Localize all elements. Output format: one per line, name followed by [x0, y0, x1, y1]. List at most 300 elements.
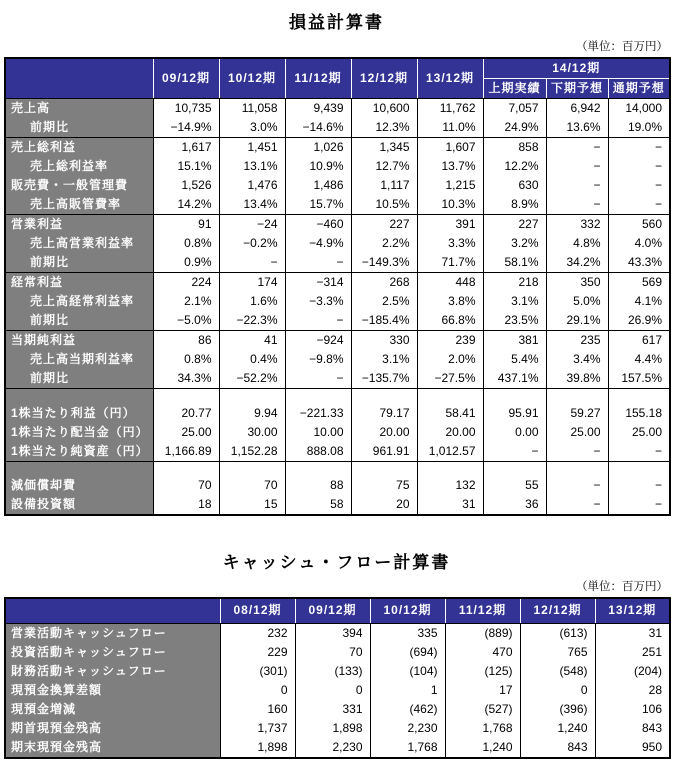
cash-flow-header — [5, 598, 670, 623]
value-cell — [546, 389, 608, 404]
value-cell: 858 — [483, 138, 546, 158]
table-row — [5, 311, 670, 331]
value-cell: − — [608, 176, 670, 195]
value-cell: 17 — [445, 681, 520, 700]
value-cell: 229 — [220, 643, 295, 662]
value-cell — [285, 389, 351, 404]
value-cell: − — [546, 442, 608, 462]
value-cell — [351, 389, 417, 404]
value-cell: 3.2% — [483, 234, 546, 253]
pl-header-period: 11/12期 — [285, 58, 351, 99]
table-row — [5, 118, 670, 138]
cf-header-period: 12/12期 — [520, 598, 595, 623]
table-row — [5, 350, 670, 369]
row-label-cell — [5, 461, 153, 476]
value-cell: 20 — [351, 495, 417, 515]
value-cell: (133) — [295, 662, 370, 681]
row-label-cell: 売上高経常利益率 — [5, 292, 153, 311]
value-cell: −149.3% — [351, 253, 417, 273]
value-cell: (301) — [220, 662, 295, 681]
value-cell: 3.3% — [417, 234, 483, 253]
value-cell: − — [285, 311, 351, 331]
value-cell: 12.7% — [351, 157, 417, 176]
table-row — [5, 476, 670, 495]
value-cell: 34.2% — [546, 253, 608, 273]
value-cell: 26.9% — [608, 311, 670, 331]
value-cell: 569 — [608, 273, 670, 293]
value-cell: 437.1% — [483, 369, 546, 389]
value-cell: 10.00 — [285, 423, 351, 442]
pl-header-period: 09/12期 — [153, 58, 219, 99]
value-cell: 950 — [595, 738, 670, 758]
value-cell — [546, 461, 608, 476]
value-cell: 174 — [219, 273, 285, 293]
value-cell: 4.0% — [608, 234, 670, 253]
value-cell: 70 — [153, 476, 219, 495]
value-cell: 1,215 — [417, 176, 483, 195]
value-cell: 8.9% — [483, 195, 546, 215]
value-cell: −14.6% — [285, 118, 351, 138]
value-cell: 2.2% — [351, 234, 417, 253]
value-cell: 3.1% — [483, 292, 546, 311]
value-cell: 11.0% — [417, 118, 483, 138]
value-cell: 12.3% — [351, 118, 417, 138]
value-cell: 29.1% — [546, 311, 608, 331]
value-cell: 39.8% — [546, 369, 608, 389]
value-cell: − — [546, 138, 608, 158]
value-cell: 20.77 — [153, 404, 219, 423]
value-cell: 239 — [417, 331, 483, 351]
row-label-cell: 当期純利益 — [5, 331, 153, 351]
table-row — [5, 273, 670, 293]
value-cell: 106 — [595, 700, 670, 719]
value-cell: −24 — [219, 215, 285, 235]
value-cell: (527) — [445, 700, 520, 719]
value-cell: −185.4% — [351, 311, 417, 331]
value-cell: 23.5% — [483, 311, 546, 331]
value-cell: 15.1% — [153, 157, 219, 176]
row-label-cell: 売上高 — [5, 99, 153, 119]
value-cell: 765 — [520, 643, 595, 662]
value-cell: 34.3% — [153, 369, 219, 389]
value-cell: 843 — [595, 719, 670, 738]
value-cell: 9.94 — [219, 404, 285, 423]
value-cell: 155.18 — [608, 404, 670, 423]
value-cell: − — [546, 476, 608, 495]
value-cell: 843 — [520, 738, 595, 758]
value-cell: 0.8% — [153, 234, 219, 253]
value-cell: 58.1% — [483, 253, 546, 273]
table-row — [5, 495, 670, 515]
value-cell: 1,607 — [417, 138, 483, 158]
value-cell: − — [546, 176, 608, 195]
value-cell: − — [608, 495, 670, 515]
value-cell: 268 — [351, 273, 417, 293]
row-label-cell: 財務活動キャッシュフロー — [5, 662, 220, 681]
value-cell: 13.6% — [546, 118, 608, 138]
value-cell: (462) — [370, 700, 445, 719]
value-cell: 11,058 — [219, 99, 285, 119]
value-cell: 12.2% — [483, 157, 546, 176]
income-unit-label: （単位：百万円） — [576, 41, 668, 53]
value-cell: 1,345 — [351, 138, 417, 158]
value-cell: (613) — [520, 623, 595, 643]
value-cell: 31 — [595, 623, 670, 643]
value-cell — [483, 389, 546, 404]
row-label-cell — [5, 389, 153, 404]
value-cell: 0.00 — [483, 423, 546, 442]
value-cell: 2.0% — [417, 350, 483, 369]
value-cell: (889) — [445, 623, 520, 643]
value-cell — [219, 389, 285, 404]
table-row — [5, 719, 670, 738]
value-cell: − — [608, 195, 670, 215]
value-cell: 0 — [220, 681, 295, 700]
value-cell — [483, 461, 546, 476]
value-cell — [351, 461, 417, 476]
value-cell: −27.5% — [417, 369, 483, 389]
table-row — [5, 700, 670, 719]
row-label-cell: 前期比 — [5, 369, 153, 389]
value-cell: 888.08 — [285, 442, 351, 462]
value-cell: −314 — [285, 273, 351, 293]
row-label-cell: 前期比 — [5, 311, 153, 331]
table-row — [5, 389, 670, 404]
value-cell: −135.7% — [351, 369, 417, 389]
table-row — [5, 461, 670, 476]
value-cell: 251 — [595, 643, 670, 662]
value-cell: − — [546, 195, 608, 215]
value-cell: 10.5% — [351, 195, 417, 215]
value-cell: 70 — [219, 476, 285, 495]
value-cell: 1,117 — [351, 176, 417, 195]
value-cell: − — [546, 495, 608, 515]
value-cell: 19.0% — [608, 118, 670, 138]
cash-flow-title: キャッシュ・フロー計算書 — [222, 553, 451, 572]
value-cell: 232 — [220, 623, 295, 643]
value-cell: 1,451 — [219, 138, 285, 158]
value-cell: 1,898 — [220, 738, 295, 758]
value-cell — [153, 389, 219, 404]
value-cell: 79.17 — [351, 404, 417, 423]
row-label-cell: 営業利益 — [5, 215, 153, 235]
value-cell: (694) — [370, 643, 445, 662]
value-cell: 1,737 — [220, 719, 295, 738]
value-cell: 11,762 — [417, 99, 483, 119]
value-cell: 560 — [608, 215, 670, 235]
value-cell: 59.27 — [546, 404, 608, 423]
value-cell: 25.00 — [153, 423, 219, 442]
value-cell: 95.91 — [483, 404, 546, 423]
value-cell: 4.8% — [546, 234, 608, 253]
row-label-cell: 1株当たり配当金（円） — [5, 423, 153, 442]
row-label-cell: 前期比 — [5, 253, 153, 273]
row-label-cell: 現預金換算差額 — [5, 681, 220, 700]
table-row — [5, 423, 670, 442]
value-cell: 13.1% — [219, 157, 285, 176]
value-cell — [417, 461, 483, 476]
value-cell: 36 — [483, 495, 546, 515]
cf-header-period: 08/12期 — [220, 598, 295, 623]
value-cell: 14.2% — [153, 195, 219, 215]
value-cell: − — [546, 157, 608, 176]
value-cell: 332 — [546, 215, 608, 235]
value-cell: 10.3% — [417, 195, 483, 215]
value-cell: (204) — [595, 662, 670, 681]
row-label-cell: 期首現預金残高 — [5, 719, 220, 738]
financial-report-page — [0, 8, 673, 759]
value-cell: (548) — [520, 662, 595, 681]
value-cell: 470 — [445, 643, 520, 662]
value-cell: − — [219, 253, 285, 273]
value-cell: 9,439 — [285, 99, 351, 119]
pl-header-period: 10/12期 — [219, 58, 285, 99]
income-statement-body — [5, 99, 670, 516]
value-cell: 1,898 — [295, 719, 370, 738]
value-cell: 630 — [483, 176, 546, 195]
value-cell: 224 — [153, 273, 219, 293]
value-cell: 1,240 — [520, 719, 595, 738]
value-cell: −460 — [285, 215, 351, 235]
value-cell: 235 — [546, 331, 608, 351]
income-statement-title: 損益計算書 — [289, 13, 384, 32]
table-row — [5, 643, 670, 662]
value-cell: 0 — [520, 681, 595, 700]
value-cell: 132 — [417, 476, 483, 495]
value-cell: 25.00 — [608, 423, 670, 442]
value-cell: 13.4% — [219, 195, 285, 215]
value-cell: 58.41 — [417, 404, 483, 423]
value-cell: 14,000 — [608, 99, 670, 119]
table-row — [5, 369, 670, 389]
value-cell: 0 — [295, 681, 370, 700]
value-cell: 330 — [351, 331, 417, 351]
value-cell: (396) — [520, 700, 595, 719]
value-cell: 4.1% — [608, 292, 670, 311]
row-label-cell: 投資活動キャッシュフロー — [5, 643, 220, 662]
value-cell: 3.0% — [219, 118, 285, 138]
value-cell: 1,617 — [153, 138, 219, 158]
value-cell: −5.0% — [153, 311, 219, 331]
value-cell: 3.4% — [546, 350, 608, 369]
value-cell: 3.8% — [417, 292, 483, 311]
value-cell — [608, 389, 670, 404]
pl-header-group: 14/12期 — [483, 58, 670, 79]
pl-header-subperiod: 下期予想 — [546, 79, 608, 99]
value-cell: 227 — [351, 215, 417, 235]
value-cell: 20.00 — [351, 423, 417, 442]
value-cell: 227 — [483, 215, 546, 235]
value-cell: 1,476 — [219, 176, 285, 195]
table-row — [5, 176, 670, 195]
pl-header-subperiod: 通期予想 — [608, 79, 670, 99]
pl-header-subperiod: 上期実績 — [483, 79, 546, 99]
value-cell — [417, 389, 483, 404]
value-cell: 86 — [153, 331, 219, 351]
value-cell: 18 — [153, 495, 219, 515]
row-label-cell: 経常利益 — [5, 273, 153, 293]
value-cell: 75 — [351, 476, 417, 495]
value-cell: 331 — [295, 700, 370, 719]
value-cell: 448 — [417, 273, 483, 293]
value-cell: − — [285, 253, 351, 273]
row-label-cell: 期末現預金残高 — [5, 738, 220, 758]
value-cell: − — [608, 442, 670, 462]
value-cell: 15.7% — [285, 195, 351, 215]
value-cell: − — [608, 476, 670, 495]
value-cell: 15 — [219, 495, 285, 515]
value-cell: − — [285, 369, 351, 389]
value-cell: 5.0% — [546, 292, 608, 311]
value-cell: 28 — [595, 681, 670, 700]
table-row — [5, 234, 670, 253]
cash-flow-table — [4, 597, 671, 759]
value-cell: 5.4% — [483, 350, 546, 369]
value-cell: 3.1% — [351, 350, 417, 369]
value-cell — [285, 461, 351, 476]
value-cell: 58 — [285, 495, 351, 515]
table-row — [5, 195, 670, 215]
value-cell: 394 — [295, 623, 370, 643]
value-cell: 13.7% — [417, 157, 483, 176]
value-cell: − — [608, 138, 670, 158]
value-cell: 335 — [370, 623, 445, 643]
pl-corner-cell — [5, 58, 153, 99]
table-row — [5, 253, 670, 273]
value-cell: 350 — [546, 273, 608, 293]
value-cell: 1,240 — [445, 738, 520, 758]
row-label-cell: 売上高当期利益率 — [5, 350, 153, 369]
value-cell: 88 — [285, 476, 351, 495]
table-row — [5, 404, 670, 423]
value-cell: −22.3% — [219, 311, 285, 331]
value-cell: 1,768 — [445, 719, 520, 738]
value-cell: 0.9% — [153, 253, 219, 273]
cash-flow-body — [5, 623, 670, 758]
value-cell: 10,735 — [153, 99, 219, 119]
pl-header-period: 12/12期 — [351, 58, 417, 99]
value-cell: 66.8% — [417, 311, 483, 331]
income-statement-table — [4, 57, 671, 516]
table-row — [5, 442, 670, 462]
value-cell: −9.8% — [285, 350, 351, 369]
value-cell: 91 — [153, 215, 219, 235]
value-cell: −221.33 — [285, 404, 351, 423]
value-cell: 1,526 — [153, 176, 219, 195]
value-cell — [608, 461, 670, 476]
value-cell: 218 — [483, 273, 546, 293]
value-cell: −14.9% — [153, 118, 219, 138]
value-cell: 2.5% — [351, 292, 417, 311]
value-cell: (125) — [445, 662, 520, 681]
value-cell: 10,600 — [351, 99, 417, 119]
value-cell: 0.8% — [153, 350, 219, 369]
value-cell: −4.9% — [285, 234, 351, 253]
value-cell: 2,230 — [295, 738, 370, 758]
cf-header-period: 13/12期 — [595, 598, 670, 623]
value-cell: 1.6% — [219, 292, 285, 311]
income-statement-header — [5, 58, 670, 99]
value-cell: 25.00 — [546, 423, 608, 442]
table-row — [5, 331, 670, 351]
value-cell: 2,230 — [370, 719, 445, 738]
value-cell — [219, 461, 285, 476]
value-cell: (104) — [370, 662, 445, 681]
cf-header-period: 10/12期 — [370, 598, 445, 623]
table-row — [5, 215, 670, 235]
row-label-cell: 売上総利益 — [5, 138, 153, 158]
value-cell: 381 — [483, 331, 546, 351]
value-cell: − — [483, 442, 546, 462]
value-cell: −0.2% — [219, 234, 285, 253]
table-row — [5, 157, 670, 176]
value-cell: 0.4% — [219, 350, 285, 369]
row-label-cell: 売上高営業利益率 — [5, 234, 153, 253]
value-cell: −924 — [285, 331, 351, 351]
value-cell: 160 — [220, 700, 295, 719]
value-cell: 1 — [370, 681, 445, 700]
row-label-cell: 前期比 — [5, 118, 153, 138]
value-cell: 1,166.89 — [153, 442, 219, 462]
value-cell: 7,057 — [483, 99, 546, 119]
value-cell: 2.1% — [153, 292, 219, 311]
value-cell — [153, 461, 219, 476]
row-label-cell: 売上高販管費率 — [5, 195, 153, 215]
value-cell: 43.3% — [608, 253, 670, 273]
value-cell: 10.9% — [285, 157, 351, 176]
value-cell: 6,942 — [546, 99, 608, 119]
value-cell: 1,026 — [285, 138, 351, 158]
value-cell: 55 — [483, 476, 546, 495]
table-row — [5, 623, 670, 643]
row-label-cell: 減価償却費 — [5, 476, 153, 495]
value-cell: 391 — [417, 215, 483, 235]
cash-flow-unit-label: （単位：百万円） — [576, 581, 668, 593]
row-label-cell: 1株当たり利益（円） — [5, 404, 153, 423]
value-cell: 70 — [295, 643, 370, 662]
value-cell: 1,152.28 — [219, 442, 285, 462]
row-label-cell: 売上総利益率 — [5, 157, 153, 176]
value-cell: 1,012.57 — [417, 442, 483, 462]
value-cell: 20.00 — [417, 423, 483, 442]
value-cell: 617 — [608, 331, 670, 351]
value-cell: 71.7% — [417, 253, 483, 273]
value-cell: −3.3% — [285, 292, 351, 311]
value-cell: 30.00 — [219, 423, 285, 442]
value-cell: 31 — [417, 495, 483, 515]
row-label-cell: 現預金増減 — [5, 700, 220, 719]
row-label-cell: 1株当たり純資産（円） — [5, 442, 153, 462]
row-label-cell: 販売費・一般管理費 — [5, 176, 153, 195]
row-label-cell: 設備投資額 — [5, 495, 153, 515]
value-cell: −52.2% — [219, 369, 285, 389]
value-cell: − — [608, 157, 670, 176]
pl-header-period: 13/12期 — [417, 58, 483, 99]
cf-header-period: 11/12期 — [445, 598, 520, 623]
cf-corner-cell — [5, 598, 220, 623]
value-cell: 4.4% — [608, 350, 670, 369]
table-row — [5, 738, 670, 758]
table-row — [5, 99, 670, 119]
cf-header-period: 09/12期 — [295, 598, 370, 623]
value-cell: 1,486 — [285, 176, 351, 195]
table-row — [5, 292, 670, 311]
value-cell: 41 — [219, 331, 285, 351]
table-row — [5, 681, 670, 700]
table-row — [5, 662, 670, 681]
table-row — [5, 138, 670, 158]
value-cell: 157.5% — [608, 369, 670, 389]
